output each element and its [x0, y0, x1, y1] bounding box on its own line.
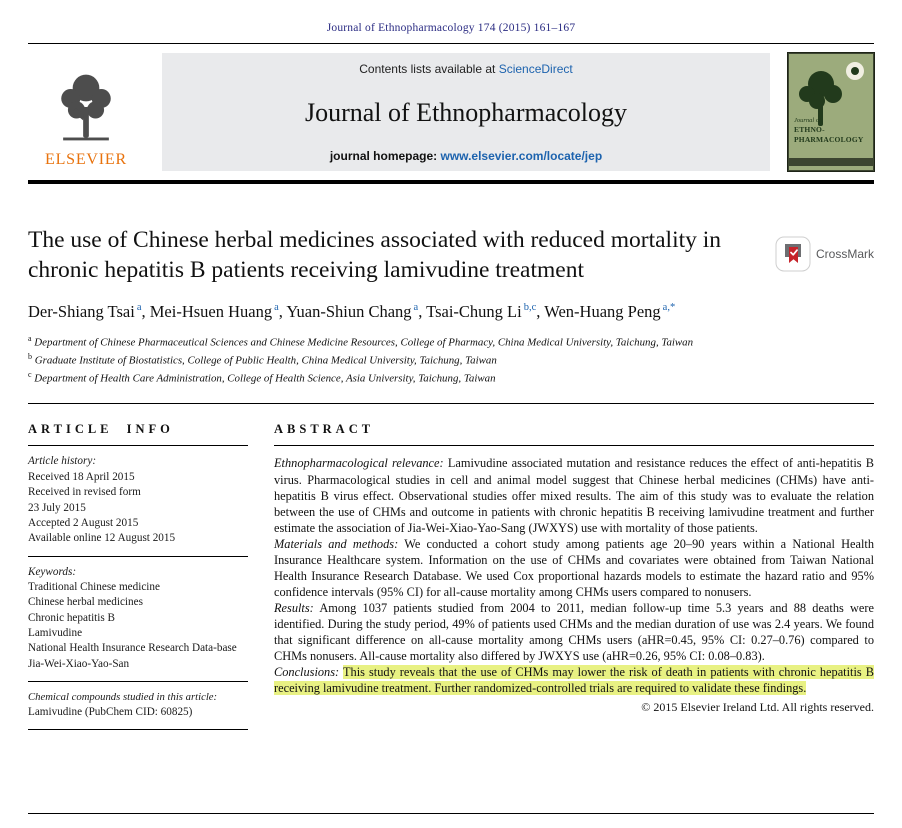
abstract-section-text: We conducted a cohort study among patients age 20–90 years within a National Health Insurance Healthcare system. Information on the use of CHMs and covariates were obtained from Taiwan National Health Insurance Research Database. We used Cox proportional hazards models to estimate the hazard ratio and 95% confidence intervals (95% CI) for all-cause mortality among CHMs users compared to nonusers.	[274, 536, 874, 599]
article-history-label: Article history:	[28, 455, 97, 468]
homepage-prefix: journal homepage:	[329, 149, 438, 163]
abstract-column	[274, 404, 874, 729]
bottom-rule	[28, 813, 874, 814]
abstract-section-text: This study reveals that the use of CHMs may lower the risk of death in patients with chronic hepatitis B receiving lamivudine treatment. Further randomized-controlled trials are required to validate these findings.	[274, 665, 874, 696]
article-info-heading: ARTICLE INFO	[28, 422, 248, 446]
cover-tree-icon	[789, 54, 873, 166]
author-affil-sup: b,c	[523, 302, 537, 314]
title-row	[28, 226, 874, 286]
affiliation-sup: b	[28, 352, 32, 362]
keyword-line: Chronic hepatitis B	[28, 611, 116, 624]
cover-title-line: Journal of	[794, 117, 821, 125]
keyword-line: Lamivudine	[28, 626, 83, 639]
history-line: Accepted 2 August 2015	[28, 516, 139, 529]
author-affil-sup: a	[136, 302, 142, 314]
author-name: Tsai-Chung Li	[426, 301, 522, 321]
author-affil-sup: a,*	[662, 302, 676, 314]
affiliation	[28, 369, 874, 387]
contents-prefix: Contents lists available at	[359, 62, 496, 76]
abstract-section-label: Materials and methods:	[274, 536, 399, 551]
article-title: The use of Chinese herbal medicines associated with reduced mortality in chronic hepatitis B patients receiving lamivudine treatment	[28, 227, 722, 283]
author-separator: ,	[536, 301, 545, 321]
abstract-paragraph	[274, 536, 874, 600]
affiliation-text: Department of Chinese Pharmaceutical Sciences and Chinese Medicine Resources, College of Pharmacy, China Medical University, Taichung, Taiwan	[34, 337, 694, 350]
keyword-line: Traditional Chinese medicine	[28, 580, 160, 593]
contents-line	[359, 62, 572, 76]
homepage-link[interactable]: www.elsevier.com/locate/jep	[440, 149, 603, 163]
keyword-line: National Health Insurance Research Data-base	[28, 642, 237, 655]
abstract-paragraph	[274, 664, 874, 696]
history-line: Available online 12 August 2015	[28, 532, 176, 545]
crossmark-label: CrossMark	[815, 247, 874, 261]
copyright-line: © 2015 Elsevier Ireland Ltd. All rights reserved.	[641, 700, 874, 715]
journal-banner	[162, 53, 770, 171]
history-line: 23 July 2015	[28, 501, 86, 514]
affiliation-sup: a	[28, 334, 32, 344]
article-history-block	[28, 446, 248, 556]
info-abstract-columns	[28, 404, 874, 729]
author-separator: ,	[141, 301, 150, 321]
affiliation-list	[28, 333, 874, 386]
author	[426, 302, 544, 321]
journal-title: Journal of Ethnopharmacology	[304, 97, 628, 127]
elsevier-logo	[28, 53, 144, 171]
crossmark-badge[interactable]	[775, 236, 874, 272]
compound-line: Lamivudine (PubChem CID: 60825)	[28, 705, 193, 718]
article-info-column	[28, 404, 248, 729]
affiliation	[28, 351, 874, 369]
author-separator: ,	[278, 301, 287, 321]
author	[544, 302, 675, 321]
compounds-label: Chemical compounds studied in this article:	[28, 690, 218, 703]
keywords-label: Keywords:	[28, 565, 77, 578]
top-rule	[28, 43, 874, 44]
author	[286, 302, 426, 321]
cover-title-line: PHARMACOLOGY	[794, 134, 864, 144]
abstract-section-label: Results:	[274, 600, 314, 615]
abstract-section-label: Conclusions:	[274, 665, 340, 680]
journal-header	[28, 53, 874, 171]
affiliation-sup: c	[28, 369, 32, 379]
cover-title-line: ETHNO-	[794, 125, 825, 135]
history-line: Received in revised form	[28, 486, 141, 499]
sciencedirect-link[interactable]: ScienceDirect	[498, 62, 573, 76]
history-line: Received 18 April 2015	[28, 470, 135, 483]
keywords-block	[28, 557, 248, 682]
author-name: Mei-Hsuen Huang	[149, 301, 273, 321]
abstract-section-text: Among 1037 patients studied from 2004 to 2011, median follow-up time 5.3 years and 88 deaths were identified. During the study period, 49% of patients used CHMs and the median duration of use was 2.4 years. We found that significant difference on all-cause mortality among CHMs users (aHR=0.45, 95% CI: 0.27–0.76) compared to CHMs nonusers. All-cause mortality also differed by JWXYS use (aHR=0.26, 95% CI: 0.08–0.83).	[274, 600, 875, 664]
author-affil-sup: a	[413, 302, 419, 314]
abstract-paragraph	[274, 600, 874, 664]
elsevier-wordmark: ELSEVIER	[45, 151, 127, 168]
keyword-line: Jia-Wei-Xiao-Yao-San	[28, 657, 130, 670]
affiliation	[28, 333, 874, 351]
journal-cover-thumbnail	[788, 53, 874, 171]
author-list	[28, 301, 773, 323]
journal-citation: Journal of Ethnopharmacology 174 (2015) 161–167	[326, 22, 576, 34]
elsevier-tree-icon	[46, 67, 126, 149]
abstract-section-label: Ethnopharmacological relevance:	[274, 456, 444, 471]
author	[28, 302, 150, 321]
homepage-line	[330, 149, 602, 163]
crossmark-icon	[775, 236, 811, 272]
abstract-paragraph	[274, 455, 874, 535]
affiliation-text: Department of Health Care Administration, College of Health Science, Asia University, Taichung, Taiwan	[34, 372, 496, 385]
author-name: Wen-Huang Peng	[544, 301, 661, 321]
keyword-line: Chinese herbal medicines	[28, 596, 143, 609]
author-affil-sup: a	[274, 302, 279, 314]
abstract-heading: ABSTRACT	[274, 422, 874, 446]
author-separator: ,	[418, 301, 427, 321]
author	[150, 302, 287, 321]
compounds-block	[28, 682, 248, 730]
author-name: Der-Shiang Tsai	[28, 301, 135, 321]
abstract-body	[274, 455, 874, 696]
cover-title	[794, 117, 863, 144]
header-rule	[28, 180, 874, 184]
author-name: Yuan-Shiun Chang	[286, 301, 412, 321]
abstract-section-text: Lamivudine associated mutation and resistance reduces the effect of anti-hepatitis B virus. Pharmacological studies in cell and animal model suggest that Chinese herbal medicines (CHMs) have anti-hepatitis B virus effect. Observational studies offer mixed results. The aim of this study was to evaluate the relation between the use of CHMs and outcome in patients with chronic hepatitis B receiving lamivudine treatment and further estimate the association of Jia-Wei-Xiao-Yao-Sang (JWXYS) use with mortality of those patients.	[274, 456, 874, 535]
affiliation-text: Graduate Institute of Biostatistics, College of Public Health, China Medical University, Taichung, Taiwan	[34, 354, 497, 367]
